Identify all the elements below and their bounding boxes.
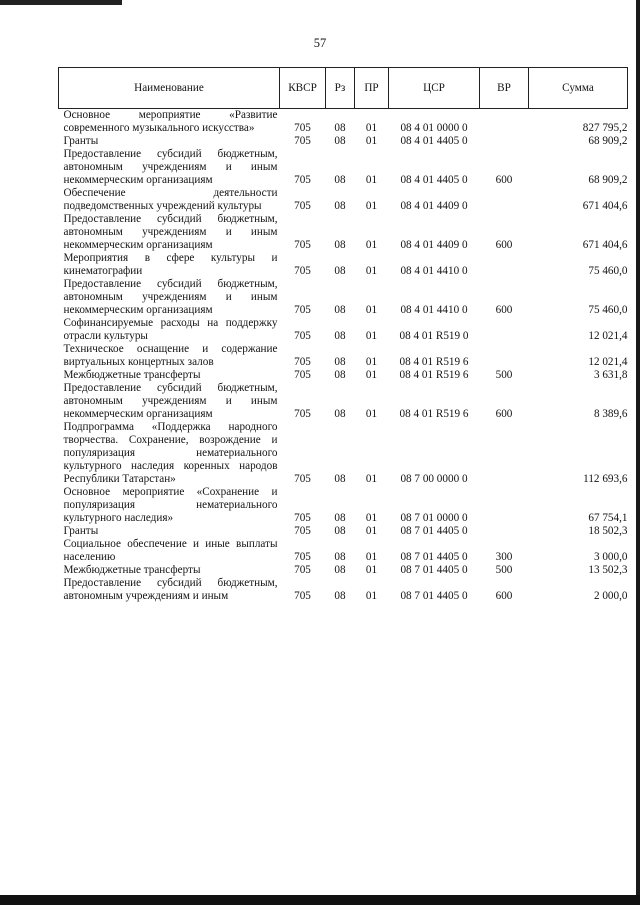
cell-kvsr: 705 bbox=[294, 551, 311, 563]
col-header-name: Наименование bbox=[59, 68, 280, 109]
cell-sum: 18 502,3 bbox=[588, 525, 628, 537]
table-row bbox=[59, 135, 628, 148]
cell-sum: 3 631,8 bbox=[593, 369, 628, 381]
table-row bbox=[59, 148, 628, 187]
cell-sum: 67 754,1 bbox=[588, 512, 628, 524]
cell-rz: 08 bbox=[334, 174, 346, 186]
table-body bbox=[59, 109, 628, 604]
cell-vr bbox=[480, 486, 529, 525]
cell-kvsr: 705 bbox=[294, 356, 311, 368]
cell-vr bbox=[480, 252, 529, 278]
cell-pr: 01 bbox=[365, 512, 378, 524]
cell-name: Межбюджетные трансферты bbox=[63, 369, 201, 381]
col-header-kvsr: КВСР bbox=[280, 68, 326, 109]
cell-kvsr: 705 bbox=[294, 174, 311, 186]
budget-table bbox=[58, 67, 628, 603]
cell-rz: 08 bbox=[334, 356, 346, 368]
col-header-vr: ВР bbox=[480, 68, 529, 109]
cell-csr: 08 4 01 R519 0 bbox=[399, 330, 469, 342]
cell-rz: 08 bbox=[334, 590, 346, 602]
cell-name: Софинансируемые расходы на поддержку отрасли культуры bbox=[63, 317, 278, 342]
cell-rz: 08 bbox=[334, 525, 346, 537]
scan-edge-right bbox=[636, 0, 640, 905]
table-row bbox=[59, 564, 628, 577]
table-row bbox=[59, 538, 628, 564]
cell-kvsr: 705 bbox=[294, 369, 311, 381]
cell-rz: 08 bbox=[334, 135, 346, 147]
cell-csr: 08 7 01 4405 0 bbox=[400, 551, 468, 563]
cell-csr: 08 4 01 4409 0 bbox=[400, 239, 468, 251]
cell-csr: 08 4 01 4405 0 bbox=[400, 135, 468, 147]
cell-rz: 08 bbox=[334, 265, 346, 277]
cell-sum: 13 502,3 bbox=[588, 564, 628, 576]
table-header-row bbox=[59, 68, 628, 109]
cell-name: Подпрограмма «Поддержка народного творчества. Сохранение, возрождение и популяризация нематериального культурного наследия коренных народов Республики Татарстан» bbox=[63, 421, 278, 485]
cell-name: Межбюджетные трансферты bbox=[63, 564, 201, 576]
cell-vr bbox=[480, 317, 529, 343]
cell-vr: 500 bbox=[495, 369, 513, 381]
cell-kvsr: 705 bbox=[294, 200, 311, 212]
table-row bbox=[59, 109, 628, 136]
cell-kvsr: 705 bbox=[294, 135, 311, 147]
cell-rz: 08 bbox=[334, 473, 346, 485]
table-row bbox=[59, 369, 628, 382]
cell-pr: 01 bbox=[365, 473, 378, 485]
cell-pr: 01 bbox=[365, 330, 378, 342]
cell-vr bbox=[480, 109, 529, 136]
cell-name: Техническое оснащение и содержание виртуальных концертных залов bbox=[63, 343, 278, 368]
cell-pr: 01 bbox=[365, 304, 378, 316]
cell-sum: 75 460,0 bbox=[588, 265, 628, 277]
cell-pr: 01 bbox=[365, 525, 378, 537]
cell-pr: 01 bbox=[365, 551, 378, 563]
cell-name: Предоставление субсидий бюджетным, автономным учреждениям и иным некоммерческим организациям bbox=[63, 278, 278, 316]
table-row bbox=[59, 213, 628, 252]
table-row bbox=[59, 486, 628, 525]
cell-pr: 01 bbox=[365, 408, 378, 420]
cell-pr: 01 bbox=[365, 265, 378, 277]
table-row bbox=[59, 525, 628, 538]
cell-rz: 08 bbox=[334, 122, 346, 134]
cell-vr: 600 bbox=[495, 239, 513, 251]
cell-csr: 08 7 01 4405 0 bbox=[400, 590, 468, 602]
cell-csr: 08 4 01 4409 0 bbox=[400, 200, 468, 212]
cell-name: Предоставление субсидий бюджетным, автономным учреждениям и иным некоммерческим организациям bbox=[63, 148, 278, 186]
cell-pr: 01 bbox=[365, 239, 378, 251]
cell-vr bbox=[480, 187, 529, 213]
cell-name: Предоставление субсидий бюджетным, автономным учреждениям и иным некоммерческим организациям bbox=[63, 213, 278, 251]
cell-pr: 01 bbox=[365, 200, 378, 212]
cell-rz: 08 bbox=[334, 408, 346, 420]
cell-pr: 01 bbox=[365, 356, 378, 368]
cell-kvsr: 705 bbox=[294, 473, 311, 485]
cell-name: Социальное обеспечение и иные выплаты населению bbox=[63, 538, 278, 563]
cell-kvsr: 705 bbox=[294, 512, 311, 524]
cell-sum: 3 000,0 bbox=[593, 551, 628, 563]
scan-edge-top bbox=[0, 0, 122, 5]
cell-vr: 600 bbox=[495, 304, 513, 316]
cell-rz: 08 bbox=[334, 551, 346, 563]
cell-vr bbox=[480, 135, 529, 148]
cell-csr: 08 4 01 4410 0 bbox=[400, 304, 468, 316]
cell-kvsr: 705 bbox=[294, 122, 311, 134]
cell-sum: 671 404,6 bbox=[582, 200, 628, 212]
cell-pr: 01 bbox=[365, 135, 378, 147]
cell-vr: 600 bbox=[495, 408, 513, 420]
cell-name: Основное мероприятие «Сохранение и популяризация нематериального культурного наследия» bbox=[63, 486, 278, 524]
cell-name: Основное мероприятие «Развитие современного музыкального искусства» bbox=[63, 109, 278, 134]
cell-rz: 08 bbox=[334, 369, 346, 381]
cell-csr: 08 4 01 4410 0 bbox=[400, 265, 468, 277]
cell-csr: 08 7 01 0000 0 bbox=[400, 512, 468, 524]
cell-pr: 01 bbox=[365, 122, 378, 134]
cell-vr: 300 bbox=[495, 551, 513, 563]
cell-kvsr: 705 bbox=[294, 590, 311, 602]
cell-vr bbox=[480, 525, 529, 538]
cell-sum: 12 021,4 bbox=[588, 330, 628, 342]
cell-sum: 68 909,2 bbox=[588, 174, 628, 186]
cell-name: Гранты bbox=[63, 525, 99, 537]
cell-csr: 08 4 01 R519 6 bbox=[399, 369, 469, 381]
table-row bbox=[59, 343, 628, 369]
cell-sum: 68 909,2 bbox=[588, 135, 628, 147]
col-header-csr: ЦСР bbox=[389, 68, 480, 109]
cell-csr: 08 4 01 R519 6 bbox=[399, 408, 469, 420]
cell-vr: 600 bbox=[495, 174, 513, 186]
cell-rz: 08 bbox=[334, 304, 346, 316]
cell-kvsr: 705 bbox=[294, 564, 311, 576]
table-row bbox=[59, 278, 628, 317]
cell-sum: 8 389,6 bbox=[593, 408, 628, 420]
table-row bbox=[59, 577, 628, 603]
table-row bbox=[59, 187, 628, 213]
cell-sum: 12 021,4 bbox=[588, 356, 628, 368]
cell-pr: 01 bbox=[365, 369, 378, 381]
cell-kvsr: 705 bbox=[294, 330, 311, 342]
cell-kvsr: 705 bbox=[294, 304, 311, 316]
cell-vr: 600 bbox=[495, 590, 513, 602]
cell-csr: 08 7 01 4405 0 bbox=[400, 564, 468, 576]
table-row bbox=[59, 317, 628, 343]
cell-pr: 01 bbox=[365, 590, 378, 602]
col-header-pr: ПР bbox=[355, 68, 389, 109]
cell-sum: 671 404,6 bbox=[582, 239, 628, 251]
cell-vr: 500 bbox=[495, 564, 513, 576]
cell-csr: 08 4 01 0000 0 bbox=[400, 122, 468, 134]
cell-vr bbox=[480, 421, 529, 486]
page-number: 57 bbox=[313, 36, 327, 50]
cell-pr: 01 bbox=[365, 564, 378, 576]
cell-kvsr: 705 bbox=[294, 525, 311, 537]
cell-csr: 08 7 01 4405 0 bbox=[400, 525, 468, 537]
cell-rz: 08 bbox=[334, 200, 346, 212]
cell-rz: 08 bbox=[334, 512, 346, 524]
cell-name: Мероприятия в сфере культуры и кинематографии bbox=[63, 252, 278, 277]
cell-sum: 827 795,2 bbox=[582, 122, 628, 134]
table-row bbox=[59, 382, 628, 421]
cell-rz: 08 bbox=[334, 239, 346, 251]
col-header-sum: Сумма bbox=[529, 68, 628, 109]
cell-csr: 08 4 01 4405 0 bbox=[400, 174, 468, 186]
scan-edge-bottom bbox=[0, 895, 640, 905]
cell-kvsr: 705 bbox=[294, 265, 311, 277]
cell-name: Предоставление субсидий бюджетным, автономным учреждениям и иным некоммерческим организациям bbox=[63, 382, 278, 420]
col-header-rz: Рз bbox=[326, 68, 355, 109]
cell-rz: 08 bbox=[334, 330, 346, 342]
cell-sum: 112 693,6 bbox=[583, 473, 628, 485]
cell-sum: 75 460,0 bbox=[588, 304, 628, 316]
cell-pr: 01 bbox=[365, 174, 378, 186]
cell-csr: 08 7 00 0000 0 bbox=[400, 473, 468, 485]
cell-sum: 2 000,0 bbox=[593, 590, 628, 602]
cell-name: Предоставление субсидий бюджетным, автономным учреждениям и иным bbox=[63, 577, 278, 602]
cell-vr bbox=[480, 343, 529, 369]
cell-name: Гранты bbox=[63, 135, 99, 147]
table-row bbox=[59, 421, 628, 486]
cell-csr: 08 4 01 R519 6 bbox=[399, 356, 469, 368]
cell-name: Обеспечение деятельности подведомственных учреждений культуры bbox=[63, 187, 278, 212]
cell-kvsr: 705 bbox=[294, 408, 311, 420]
cell-rz: 08 bbox=[334, 564, 346, 576]
table-row bbox=[59, 252, 628, 278]
cell-kvsr: 705 bbox=[294, 239, 311, 251]
